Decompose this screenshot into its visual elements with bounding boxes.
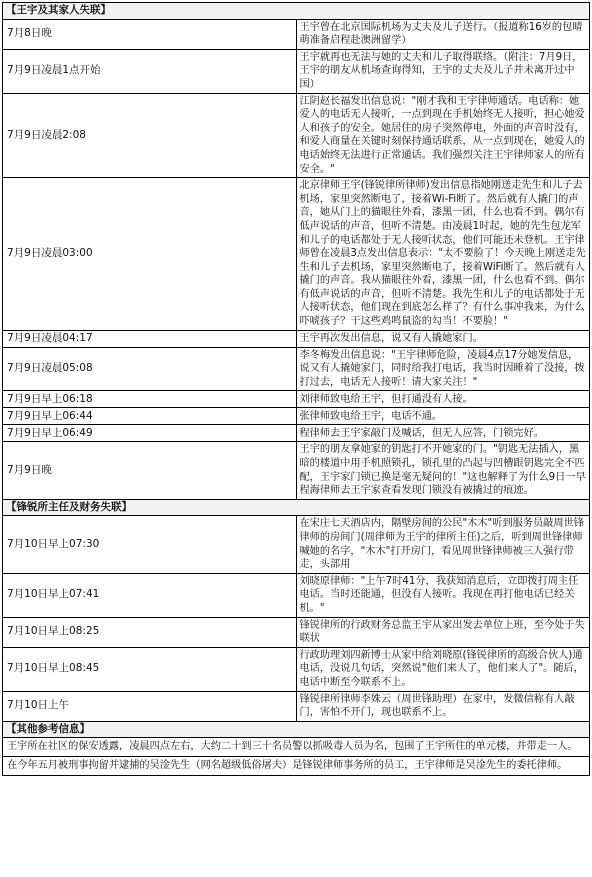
table-row [3, 347, 590, 391]
table-row [3, 408, 590, 425]
row-time: 7月10日早上07:30 [3, 516, 297, 573]
section-title-other-info: 【其他参考信息】 [3, 721, 590, 738]
row-text: 王宇就再也无法与她的丈夫和儿子取得联络。（附注：7月9日，王宇的朋友从机场查询得知，王宇的丈夫及儿子并未离开过中国） [296, 49, 590, 93]
row-text: 刘律师致电给王宇，但打通没有人接。 [296, 391, 590, 408]
row-text: 江阴赵长福发出信息说："刚才我和王宇律师通话。电话称：她爱人的电话无人接听，一点到现在手机始终无人接听，担心她爱人和孩子的安全。她居住的房子突然停电，外面的声音时没有，和爱人商量在关键时刻保持通话联系，从一点到现在，她爱人的电话始终无法进行正常通话。我们强烈关注王宇律师家人的所有安全。" [296, 93, 590, 178]
row-text: 锋锐律所律师李姝云（周世锋助理）在家中，发微信称有人敲门，害怕不开门，现也联系不上。 [296, 691, 590, 721]
timeline-table [2, 2, 590, 776]
row-text: 李冬梅发出信息说："王宇律师危险，凌晨4点17分她发信息，说又有人撬她家门，同时给我打电话，我当时因睡着了没接，拨打过去，电话无人接听！请大家关注！" [296, 347, 590, 391]
table-row [3, 691, 590, 721]
row-time: 7月9日凌晨04:17 [3, 330, 297, 347]
info-row [3, 756, 590, 775]
section-title-wang-yu-family: 【王宇及其家人失联】 [3, 3, 590, 20]
table-row [3, 49, 590, 93]
row-time: 7月10日早上08:25 [3, 617, 297, 647]
table-row [3, 19, 590, 49]
row-time: 7月9日凌晨2:08 [3, 93, 297, 178]
row-text: 行政助理刘四新博士从家中给刘晓原(锋锐律所的高级合伙人)通电话，没说几句话，突然说"他们来人了，他们来人了"。随后，电话中断至今联系不上。 [296, 647, 590, 691]
row-text: 张律师致电给王宇，电话不通。 [296, 408, 590, 425]
row-text: 刘晓原律师："上午7时41分，我获知消息后，立即拨打周主任电话。当时还能通，但没有人接听。我现在再打他电话已经关机。" [296, 573, 590, 617]
row-time: 7月9日早上06:49 [3, 425, 297, 442]
row-text: 锋锐律所的行政财务总监王宇从家出发去单位上班，至今处于失联状 [296, 617, 590, 647]
table-row [3, 330, 590, 347]
row-time: 7月10日上午 [3, 691, 297, 721]
row-text: 王宇曾在北京国际机场为丈夫及儿子送行。（报道称16岁的包晴萌准备启程赴澳洲留学） [296, 19, 590, 49]
row-time: 7月9日凌晨1点开始 [3, 49, 297, 93]
info-row [3, 738, 590, 757]
section-header-row [3, 3, 590, 20]
info-paragraph: 王宇所在社区的保安透露，凌晨四点左右，大约二十到三十名员警以抓吸毒人员为名，包围了王宇所住的单元楼，并带走一人。 [3, 738, 590, 757]
section-header-row [3, 499, 590, 516]
table-row [3, 425, 590, 442]
row-text: 程律师去王宇家敲门及喊话，但无人应答，门锁完好。 [296, 425, 590, 442]
table-row [3, 617, 590, 647]
table-row [3, 178, 590, 331]
table-row [3, 573, 590, 617]
row-time: 7月8日晚 [3, 19, 297, 49]
row-text: 北京律师王宇(锋锐律所律师)发出信息指她刚送走先生和儿子去机场，家里突然断电了，接着Wi-Fi断了。然后就有人撬门的声音，她从门上的猫眼往外看，漆黑一团，什么也看不到。偶尔有低声说话的声音，但听不清楚。由凌晨1时起，她的先生包龙军和儿子的电话都处于无人接听状态，他们可能还未登机。王宇律师曾在凌晨3点发出信息表示："太不要脸了！今天晚上刚送走先生和儿子去机场，家里突然断电了，接着WiFi断了。然后就有人撬门的声音。我从猫眼往外看，漆黑一团，什么也看不到。偶尔有低声说话的声音，但听不清楚。我先生和儿子的电话都处于无人接听状态，他们现在到底怎么样了？有什么事冲我来，为什么吓唬孩子？干这些鸡鸣鼠盗的勾当！不要脸！" [296, 178, 590, 331]
row-time: 7月10日早上07:41 [3, 573, 297, 617]
table-row [3, 516, 590, 573]
section-title-director-finance: 【锋锐所主任及财务失联】 [3, 499, 590, 516]
row-time: 7月9日凌晨05:08 [3, 347, 297, 391]
table-row [3, 442, 590, 499]
row-time: 7月9日凌晨03:00 [3, 178, 297, 331]
row-time: 7月9日早上06:44 [3, 408, 297, 425]
info-paragraph: 在今年五月被刑事拘留并逮捕的吴淦先生（网名超级低俗屠夫）是锋锐律师事务所的员工，王宇律师是吴淦先生的委托律师。 [3, 756, 590, 775]
row-text: 王宇的朋友拿她家的钥匙打不开她家的门。"钥匙无法插入，黑暗的楼道中用手机照锁孔，锁孔里的凸起与凹槽跟钥匙完全不匹配，王宇家门锁已换是毫无疑问的！"这也解释了为什么9日一早程海律师去王宇家查看发现门锁没有被撬过的痕迹。 [296, 442, 590, 499]
table-row [3, 93, 590, 178]
row-time: 7月9日晚 [3, 442, 297, 499]
section-header-row [3, 721, 590, 738]
row-text: 在宋庄七天酒店内，隔壁房间的公民"木木"听到服务员敲周世锋律师的房间门(周律师为王宇的律所主任)之后，听到周世锋律师喊她的名字，"木木"打开房门，看见周世锋律师被三人强行带走，头部用 [296, 516, 590, 573]
row-time: 7月10日早上08:45 [3, 647, 297, 691]
table-row [3, 391, 590, 408]
row-text: 王宇再次发出信息，说又有人撬她家门。 [296, 330, 590, 347]
table-row [3, 647, 590, 691]
row-time: 7月9日早上06:18 [3, 391, 297, 408]
